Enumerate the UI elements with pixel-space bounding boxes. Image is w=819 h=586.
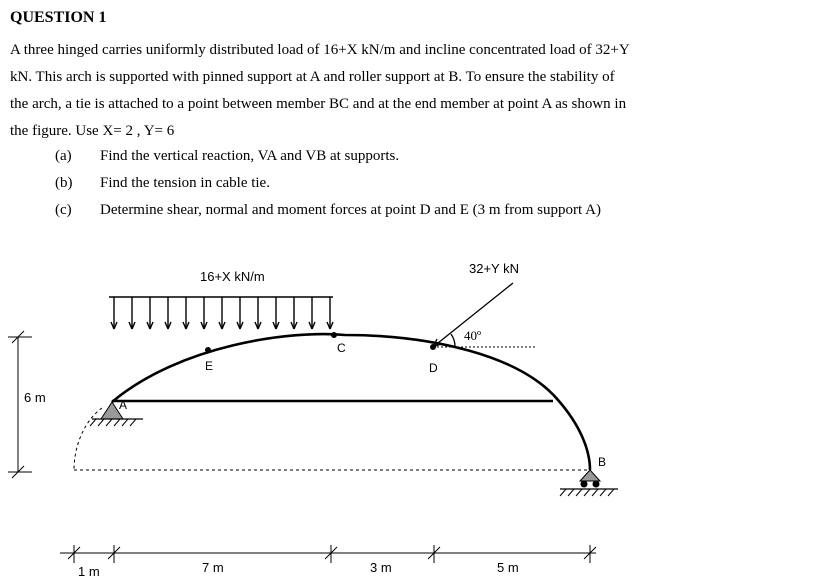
part-c-text: Determine shear, normal and moment forces at point D and E (3 m from support A)	[100, 202, 601, 218]
part-a-text: Find the vertical reaction, VA and VB at supports.	[100, 148, 400, 164]
part-b-text: Find the tension in cable tie.	[100, 175, 270, 191]
point-e	[205, 347, 211, 353]
part-c-tag: (c)	[55, 202, 72, 218]
label-d: D	[429, 361, 438, 375]
part-a-tag: (a)	[55, 148, 72, 164]
span-label-4: 5 m	[497, 560, 519, 575]
udl-label: 16+X kN/m	[200, 269, 265, 284]
span-label-3: 3 m	[370, 560, 392, 575]
question-heading: QUESTION 1	[10, 9, 107, 26]
question-text: A three hinged carries uniformly distributed load of 16+X kN/m and incline concentrated load of 32+Y kN. This arch is supported with pinned support at A and roller support at B. To ensure the stability of the arch, a tie is attached to a point between member BC and at the end member at point A as shown in the figure. Use X= 2 , Y= 6	[10, 42, 630, 139]
span-label-1: 1 m	[78, 564, 100, 579]
inclined-load	[433, 283, 537, 347]
part-b-tag: (b)	[55, 175, 73, 191]
height-label: 6 m	[24, 390, 46, 405]
udl-load	[109, 297, 333, 329]
point-load-label: 32+Y kN	[469, 261, 519, 276]
label-a: A	[119, 398, 128, 412]
span-label-2: 7 m	[202, 560, 224, 575]
label-b: B	[598, 455, 607, 469]
angle-label: 40º	[464, 328, 482, 343]
label-c: C	[337, 341, 346, 355]
dashed-projection	[74, 408, 102, 470]
support-a-pin	[90, 402, 143, 426]
label-e: E	[205, 359, 214, 373]
hinge-c	[331, 332, 337, 338]
support-b-roller	[560, 470, 618, 496]
